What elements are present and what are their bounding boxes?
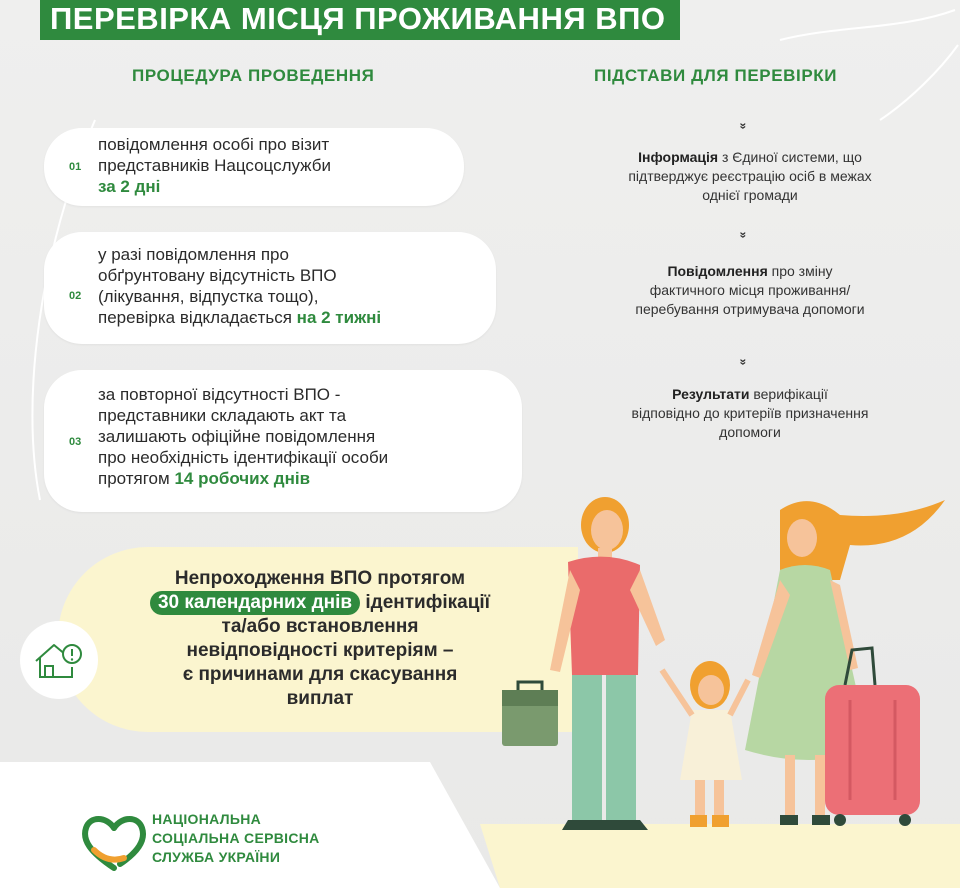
step-line: представників Нацсоцслужби bbox=[98, 156, 331, 175]
step-line: про необхідність ідентифікації особи bbox=[98, 448, 389, 467]
basis-line: допомоги bbox=[719, 424, 781, 440]
basis-line: Інформація з Єдиної системи, що bbox=[638, 149, 862, 165]
logo-line: СОЦІАЛЬНА СЕРВІСНА bbox=[152, 830, 320, 846]
basis-item-3 bbox=[560, 385, 940, 442]
step-number: 01 bbox=[69, 161, 82, 173]
warning-line: та/або встановлення bbox=[221, 616, 419, 637]
warning-line: виплат bbox=[286, 688, 354, 709]
grounds-heading: ПІДСТАВИ ДЛЯ ПЕРЕВІРКИ bbox=[594, 66, 838, 85]
chevron-down-icon: » bbox=[736, 122, 751, 128]
step-highlight: на 2 тижні bbox=[296, 308, 382, 327]
warning-line: невідповідності критеріям – bbox=[186, 640, 454, 661]
warning-text bbox=[120, 567, 520, 711]
step-line: залишають офіційне повідомлення bbox=[98, 427, 376, 446]
warning-line: є причинами для скасування bbox=[182, 664, 458, 685]
step-text bbox=[98, 244, 488, 328]
heart-hands-logo-icon bbox=[80, 812, 148, 872]
basis-line: Результати верифікації bbox=[672, 386, 828, 402]
warning-line: 30 календарних днів ідентифікації bbox=[120, 591, 520, 615]
procedure-heading: ПРОЦЕДУРА ПРОВЕДЕННЯ bbox=[132, 66, 375, 85]
deadline-badge: 30 календарних днів bbox=[150, 591, 360, 615]
step-line: (лікування, відпустка тощо), bbox=[98, 287, 319, 306]
organization-name bbox=[152, 810, 320, 867]
warning-icon-circle bbox=[20, 621, 98, 699]
step-line: обґрунтовану відсутність ВПО bbox=[98, 266, 337, 285]
warning-line: Непроходження ВПО протягом bbox=[174, 568, 466, 589]
basis-line: фактичного місця проживання/ bbox=[649, 282, 851, 298]
logo-line: НАЦІОНАЛЬНА bbox=[152, 811, 262, 827]
chevron-down-icon: » bbox=[736, 231, 751, 237]
basis-line: перебування отримувача допомоги bbox=[635, 301, 865, 317]
basis-line: Повідомлення про зміну bbox=[667, 263, 833, 279]
basis-line: однієї громади bbox=[702, 187, 798, 203]
basis-item-2 bbox=[560, 262, 940, 319]
step-number: 03 bbox=[69, 436, 82, 448]
basis-line: підтверджує реєстрацію осіб в межах bbox=[628, 168, 872, 184]
chevron-down-icon: » bbox=[736, 358, 751, 364]
logo-line: СЛУЖБА УКРАЇНИ bbox=[152, 849, 281, 865]
step-number: 02 bbox=[69, 290, 82, 302]
basis-line: відповідно до критеріїв призначення bbox=[631, 405, 869, 421]
page-title: ПЕРЕВІРКА МІСЦЯ ПРОЖИВАННЯ ВПО bbox=[40, 0, 680, 40]
step-line: перевірка відкладається на 2 тижні bbox=[98, 308, 382, 327]
step-line: представники складають акт та bbox=[98, 406, 347, 425]
step-line: за повторної відсутності ВПО - bbox=[98, 385, 341, 404]
family-illustration bbox=[480, 470, 960, 888]
house-warning-icon bbox=[20, 621, 98, 699]
step-highlight: за 2 дні bbox=[98, 177, 161, 196]
step-line: протягом 14 робочих днів bbox=[98, 469, 311, 488]
step-highlight: 14 робочих днів bbox=[174, 469, 311, 488]
step-text bbox=[98, 134, 448, 197]
basis-item-1 bbox=[560, 148, 940, 205]
step-line: повідомлення особі про візит bbox=[98, 135, 330, 154]
step-line: у разі повідомлення про bbox=[98, 245, 289, 264]
step-text bbox=[98, 384, 508, 489]
